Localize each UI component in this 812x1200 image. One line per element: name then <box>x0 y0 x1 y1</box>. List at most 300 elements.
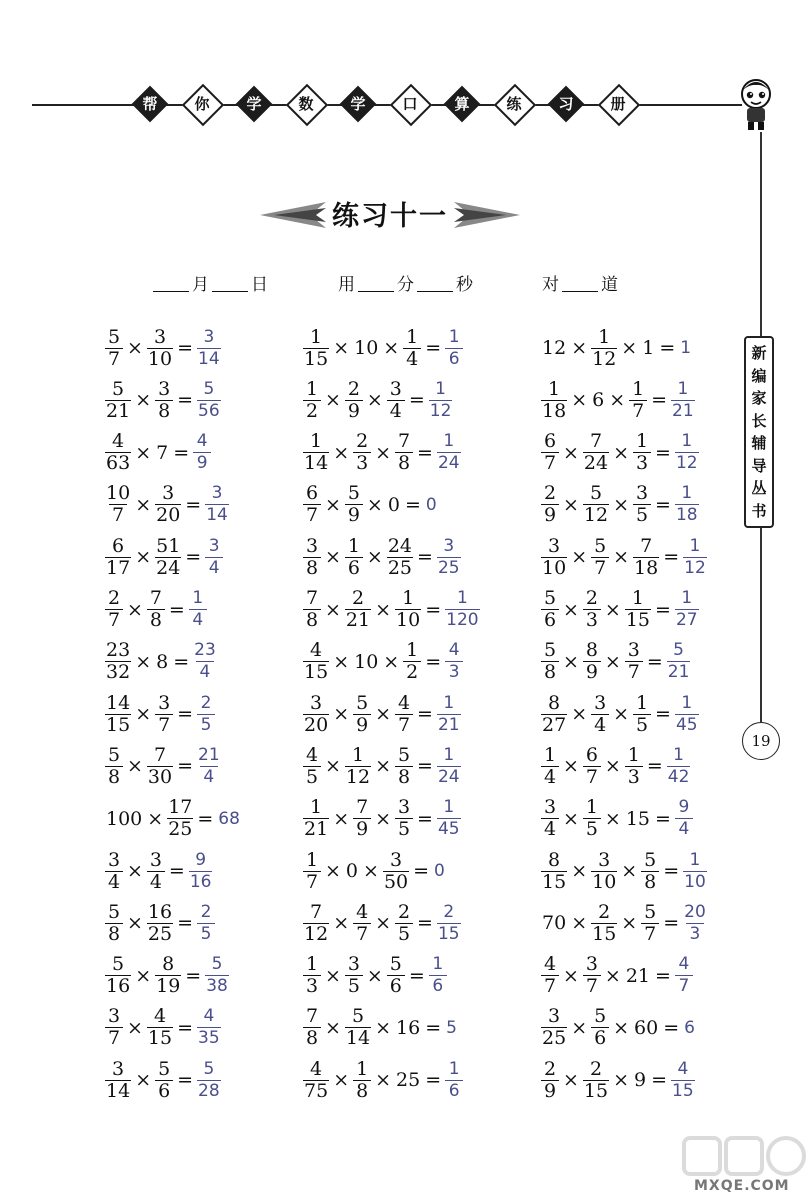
whole-number: 9 <box>634 1069 647 1092</box>
handwritten-answer[interactable] <box>196 902 216 945</box>
numerator: 3 <box>208 535 220 556</box>
correct-blank[interactable] <box>562 291 598 292</box>
page-number: 19 <box>742 722 780 760</box>
times-sign: × <box>571 703 588 726</box>
handwritten-answer[interactable] <box>204 483 230 526</box>
times-sign: × <box>333 807 350 830</box>
handwritten-answer[interactable] <box>192 431 212 474</box>
denominator: 45 <box>437 819 460 840</box>
denominator: 21 <box>437 714 460 735</box>
fraction <box>437 693 461 736</box>
handwritten-answer[interactable] <box>196 327 222 370</box>
fraction <box>303 379 321 422</box>
fraction <box>395 431 413 474</box>
denominator: 2 <box>403 661 421 683</box>
denominator: 25 <box>542 1027 567 1050</box>
handwritten-answer[interactable] <box>666 745 692 788</box>
handwritten-answer[interactable] <box>436 536 462 579</box>
numerator: 5 <box>673 640 684 661</box>
fraction <box>641 850 659 893</box>
handwritten-answer[interactable] <box>204 536 224 579</box>
denominator: 4 <box>591 714 609 736</box>
fraction <box>675 483 699 526</box>
exercise-row <box>302 950 448 1002</box>
denominator: 8 <box>395 766 413 788</box>
handwritten-answer[interactable] <box>188 588 208 631</box>
series-title-char: 辅 <box>751 434 767 453</box>
fraction <box>541 379 567 422</box>
fraction <box>541 1006 567 1049</box>
exercise-row <box>302 1054 464 1106</box>
denominator: 3 <box>686 923 704 945</box>
denominator: 25 <box>168 818 193 841</box>
equals-sign: = <box>663 1016 680 1039</box>
equals-sign: = <box>408 964 425 987</box>
numerator: 1 <box>443 744 455 765</box>
fraction <box>155 693 173 736</box>
numerator: 1 <box>681 483 693 504</box>
fraction <box>675 431 699 474</box>
denominator: 17 <box>106 556 131 579</box>
numerator: 3 <box>211 483 223 504</box>
numerator: 4 <box>203 1006 215 1027</box>
numerator: 1 <box>689 849 701 870</box>
denominator: 6 <box>445 1080 463 1102</box>
handwritten-answer[interactable]: 68 <box>218 808 240 829</box>
numerator: 5 <box>644 848 657 871</box>
handwritten-answer[interactable] <box>682 850 708 893</box>
times-sign: × <box>563 755 579 778</box>
denominator: 2 <box>303 400 321 422</box>
questions-label: 道 <box>601 275 618 295</box>
series-title-char: 长 <box>751 411 767 430</box>
handwritten-answer[interactable] <box>674 797 694 840</box>
numerator: 1 <box>585 796 598 819</box>
whole-number: 1 <box>642 337 655 359</box>
numerator: 2 <box>200 901 212 922</box>
denominator: 24 <box>156 556 181 579</box>
numerator: 3 <box>158 691 171 714</box>
second-label: 秒 <box>456 275 473 295</box>
day-label: 日 <box>251 275 268 295</box>
handwritten-answer[interactable] <box>436 745 462 788</box>
fraction <box>395 693 413 736</box>
times-sign: × <box>135 703 152 726</box>
equals-sign: = <box>417 546 433 569</box>
denominator: 4 <box>403 348 421 370</box>
whole-number: 16 <box>396 1016 421 1039</box>
header-diamond-char <box>234 84 274 124</box>
whole-number: 0 <box>345 860 359 882</box>
fraction <box>633 483 651 526</box>
fraction <box>437 745 461 788</box>
handwritten-answer[interactable]: 0 <box>425 494 437 515</box>
series-title-char: 书 <box>751 501 767 520</box>
denominator: 10 <box>542 556 567 579</box>
numerator: 4 <box>397 691 411 714</box>
exercise-row <box>104 479 230 531</box>
exercise-row <box>104 584 208 636</box>
denominator: 6 <box>387 975 405 997</box>
month-blank[interactable] <box>153 291 189 292</box>
fraction <box>641 902 659 945</box>
numerator: 1 <box>305 377 319 400</box>
fraction <box>591 850 617 893</box>
fraction <box>105 640 131 683</box>
denominator: 4 <box>541 766 559 788</box>
handwritten-answer[interactable] <box>444 1059 464 1102</box>
denominator: 5 <box>345 975 363 997</box>
denominator: 10 <box>396 609 421 631</box>
header-diamond-char <box>130 84 170 124</box>
times-sign: × <box>375 755 392 778</box>
denominator: 20 <box>304 713 329 736</box>
fraction <box>583 588 601 631</box>
denominator: 6 <box>429 975 447 997</box>
numerator: 1 <box>310 430 323 453</box>
fraction <box>591 327 617 370</box>
denominator: 15 <box>625 609 651 631</box>
handwritten-answer[interactable]: 1 <box>680 338 692 358</box>
exercise-row <box>540 688 700 740</box>
handwritten-answer[interactable] <box>436 693 462 736</box>
denominator: 15 <box>672 1080 694 1101</box>
equals-sign: = <box>173 650 190 673</box>
fraction <box>147 745 173 788</box>
fraction <box>445 327 463 370</box>
numerator: 7 <box>305 1005 319 1028</box>
denominator: 8 <box>105 766 123 788</box>
numerator: 2 <box>397 900 411 923</box>
handwritten-answer[interactable] <box>436 797 462 840</box>
numerator: 1 <box>305 848 319 871</box>
fraction <box>541 693 567 736</box>
fraction <box>345 588 371 631</box>
equals-sign: = <box>425 1069 442 1092</box>
second-blank[interactable] <box>417 291 453 292</box>
handwritten-answer[interactable] <box>196 745 222 788</box>
fraction <box>437 902 461 945</box>
fraction <box>387 536 413 579</box>
times-sign: × <box>563 1069 579 1092</box>
numerator: 5 <box>543 639 557 662</box>
fraction <box>303 693 329 736</box>
handwritten-answer[interactable] <box>428 954 448 997</box>
denominator: 4 <box>189 609 207 631</box>
fraction <box>193 431 211 474</box>
handwritten-answer[interactable] <box>682 536 708 579</box>
exercise-row <box>540 793 694 845</box>
numerator: 3 <box>627 639 640 662</box>
exercise-row <box>540 427 700 479</box>
whole-number: 8 <box>156 650 169 673</box>
numerator: 2 <box>598 900 611 923</box>
denominator: 7 <box>395 714 413 736</box>
handwritten-answer[interactable] <box>674 954 694 997</box>
denominator: 10 <box>592 870 617 893</box>
denominator: 3 <box>353 452 371 474</box>
fraction <box>583 954 601 997</box>
fraction <box>591 693 609 736</box>
fraction <box>541 1059 559 1102</box>
equals-sign: = <box>659 337 676 359</box>
exercise-row <box>540 322 691 374</box>
fraction <box>105 379 131 422</box>
times-sign: × <box>563 807 579 830</box>
numerator: 7 <box>356 796 369 819</box>
fraction <box>303 850 321 893</box>
denominator: 21 <box>672 400 694 421</box>
denominator: 16 <box>106 975 131 998</box>
denominator: 9 <box>193 452 211 474</box>
fraction <box>147 1006 173 1049</box>
denominator: 120 <box>446 610 479 630</box>
denominator: 25 <box>147 922 173 945</box>
denominator: 9 <box>541 504 559 526</box>
times-sign: × <box>571 546 588 569</box>
exercise-row <box>540 1002 695 1054</box>
numerator: 2 <box>543 1057 557 1080</box>
times-sign: × <box>571 912 588 935</box>
handwritten-answer[interactable] <box>196 379 222 422</box>
numerator: 7 <box>640 534 653 557</box>
whole-number: 100 <box>106 807 143 830</box>
info-row <box>150 270 670 300</box>
numerator: 1 <box>448 1058 460 1079</box>
numerator: 3 <box>310 691 323 714</box>
numerator: 3 <box>107 848 121 871</box>
fraction <box>105 327 123 370</box>
fraction <box>345 954 363 997</box>
handwritten-answer[interactable] <box>674 693 700 736</box>
numerator: 4 <box>153 1005 167 1028</box>
series-title-char: 家 <box>751 389 767 408</box>
numerator: 1 <box>310 325 323 348</box>
fraction <box>303 745 321 788</box>
fraction <box>303 1059 329 1102</box>
fraction <box>583 483 609 526</box>
handwritten-answer[interactable] <box>670 1059 696 1102</box>
numerator: 2 <box>589 1057 603 1080</box>
whole-number: 7 <box>156 441 169 464</box>
denominator: 8 <box>641 871 659 893</box>
handwritten-answer[interactable] <box>188 850 214 893</box>
numerator: 1 <box>681 692 693 713</box>
numerator: 1 <box>406 639 419 662</box>
fraction <box>395 588 421 631</box>
times-sign: × <box>147 807 164 830</box>
numerator: 4 <box>448 640 460 661</box>
numerator: 3 <box>585 953 598 976</box>
equals-sign: = <box>408 389 425 412</box>
handwritten-answer[interactable] <box>674 431 700 474</box>
denominator: 7 <box>629 400 647 422</box>
times-sign: × <box>613 703 630 726</box>
fraction <box>633 693 651 736</box>
denominator: 6 <box>591 1027 609 1049</box>
numerator: 5 <box>351 1005 365 1028</box>
denominator: 24 <box>437 453 460 474</box>
handwritten-answer[interactable] <box>196 1006 222 1049</box>
equals-sign: = <box>651 1069 668 1092</box>
handwritten-answer[interactable]: 5 <box>446 1017 457 1038</box>
numerator: 1 <box>548 377 561 400</box>
fraction <box>205 483 229 526</box>
fraction <box>147 327 173 370</box>
handwritten-answer[interactable]: 6 <box>684 1017 695 1038</box>
exercise-row <box>540 584 700 636</box>
denominator: 15 <box>583 1079 609 1102</box>
handwritten-answer[interactable] <box>674 483 700 526</box>
times-sign: × <box>613 1069 630 1092</box>
denominator: 5 <box>633 504 651 526</box>
denominator: 9 <box>345 400 363 422</box>
numerator: 2 <box>347 377 360 400</box>
numerator: 1 <box>635 430 649 453</box>
whole-number: 70 <box>542 912 567 935</box>
handwritten-answer[interactable] <box>674 588 700 631</box>
day-blank[interactable] <box>212 291 248 292</box>
numerator: 1 <box>677 378 689 399</box>
denominator: 9 <box>541 1080 559 1102</box>
fraction <box>437 536 461 579</box>
header-diamond-char <box>182 84 222 124</box>
handwritten-answer[interactable]: 0 <box>434 861 445 881</box>
numerator: 5 <box>347 482 360 505</box>
denominator: 63 <box>106 452 131 475</box>
date-field <box>150 270 268 295</box>
denominator: 4 <box>541 818 559 840</box>
time-field <box>338 270 473 295</box>
handwritten-answer[interactable] <box>196 693 216 736</box>
denominator: 8 <box>303 609 321 631</box>
handwritten-answer[interactable] <box>666 640 692 683</box>
numerator: 2 <box>585 587 598 609</box>
fraction <box>403 640 421 683</box>
times-sign: × <box>604 598 621 621</box>
minute-blank[interactable] <box>358 291 394 292</box>
whole-number: 12 <box>542 337 567 359</box>
fraction <box>667 640 691 683</box>
fraction <box>387 954 405 997</box>
times-sign: × <box>333 912 350 935</box>
numerator: 3 <box>389 848 403 871</box>
fraction <box>541 483 559 526</box>
times-sign: × <box>325 546 341 569</box>
right-arrow-ornament <box>454 198 520 232</box>
numerator: 3 <box>162 482 175 505</box>
times-sign: × <box>135 650 152 673</box>
fraction <box>155 483 181 526</box>
denominator: 27 <box>675 610 698 630</box>
times-sign: × <box>375 441 392 464</box>
handwritten-answer[interactable] <box>204 954 230 997</box>
times-sign: × <box>375 1069 392 1092</box>
denominator: 14 <box>206 505 228 526</box>
fraction <box>353 902 371 945</box>
numerator: 23 <box>194 640 216 661</box>
times-sign: × <box>604 650 621 673</box>
times-sign: × <box>563 598 579 621</box>
denominator: 8 <box>155 400 173 422</box>
fraction <box>541 797 559 840</box>
denominator: 18 <box>634 556 659 579</box>
handwritten-answer[interactable] <box>670 379 696 422</box>
numerator: 8 <box>585 639 598 662</box>
numerator: 1 <box>351 743 365 766</box>
numerator: 4 <box>305 743 319 766</box>
handwritten-answer[interactable] <box>682 902 708 945</box>
exercise-row <box>104 374 222 426</box>
times-sign: × <box>333 337 350 359</box>
handwritten-answer[interactable] <box>192 640 218 683</box>
equals-sign: = <box>417 441 433 464</box>
handwritten-answer[interactable] <box>196 1059 222 1102</box>
fraction <box>105 745 123 788</box>
exercise-row <box>540 845 708 897</box>
numerator: 5 <box>211 954 223 975</box>
numerator: 5 <box>203 1058 215 1079</box>
equals-sign: = <box>177 703 194 726</box>
denominator: 8 <box>303 1027 321 1049</box>
equals-sign: = <box>168 598 185 621</box>
numerator: 4 <box>678 954 690 975</box>
exercise-row <box>302 897 462 949</box>
exercise-row <box>540 374 696 426</box>
fraction <box>675 797 693 840</box>
times-sign: × <box>127 1016 143 1039</box>
handwritten-answer[interactable] <box>444 640 464 683</box>
fraction <box>345 536 363 579</box>
fraction <box>345 745 371 788</box>
numerator: 24 <box>387 534 413 557</box>
page-title: 练习十一 <box>332 201 448 232</box>
numerator: 5 <box>543 587 557 609</box>
fraction <box>591 1006 609 1049</box>
equals-sign: = <box>177 912 194 935</box>
handwritten-answer[interactable] <box>428 379 454 422</box>
denominator: 15 <box>592 922 617 945</box>
header-band <box>0 70 812 140</box>
header-char: 册 <box>610 95 626 113</box>
handwritten-answer[interactable] <box>436 902 462 945</box>
fraction <box>105 483 131 526</box>
fraction <box>675 954 693 997</box>
numerator: 1 <box>402 587 415 609</box>
handwritten-answer[interactable] <box>444 588 480 631</box>
denominator: 7 <box>675 975 693 997</box>
times-sign: × <box>571 860 588 882</box>
fraction <box>583 1059 609 1102</box>
fraction <box>303 483 321 526</box>
fraction <box>583 797 601 840</box>
handwritten-answer[interactable] <box>436 431 462 474</box>
numerator: 1 <box>627 743 640 766</box>
handwritten-answer[interactable] <box>444 327 464 370</box>
equals-sign: = <box>417 755 433 778</box>
fraction <box>303 431 329 474</box>
times-sign: × <box>325 964 341 987</box>
equals-sign: = <box>173 441 190 464</box>
numerator: 16 <box>147 900 173 923</box>
times-sign: × <box>135 546 152 569</box>
exercise-row <box>302 479 437 531</box>
fraction <box>353 1059 371 1102</box>
denominator: 6 <box>445 348 463 370</box>
numerator: 5 <box>589 482 603 505</box>
fraction <box>671 1059 695 1102</box>
header-char: 口 <box>402 95 418 113</box>
